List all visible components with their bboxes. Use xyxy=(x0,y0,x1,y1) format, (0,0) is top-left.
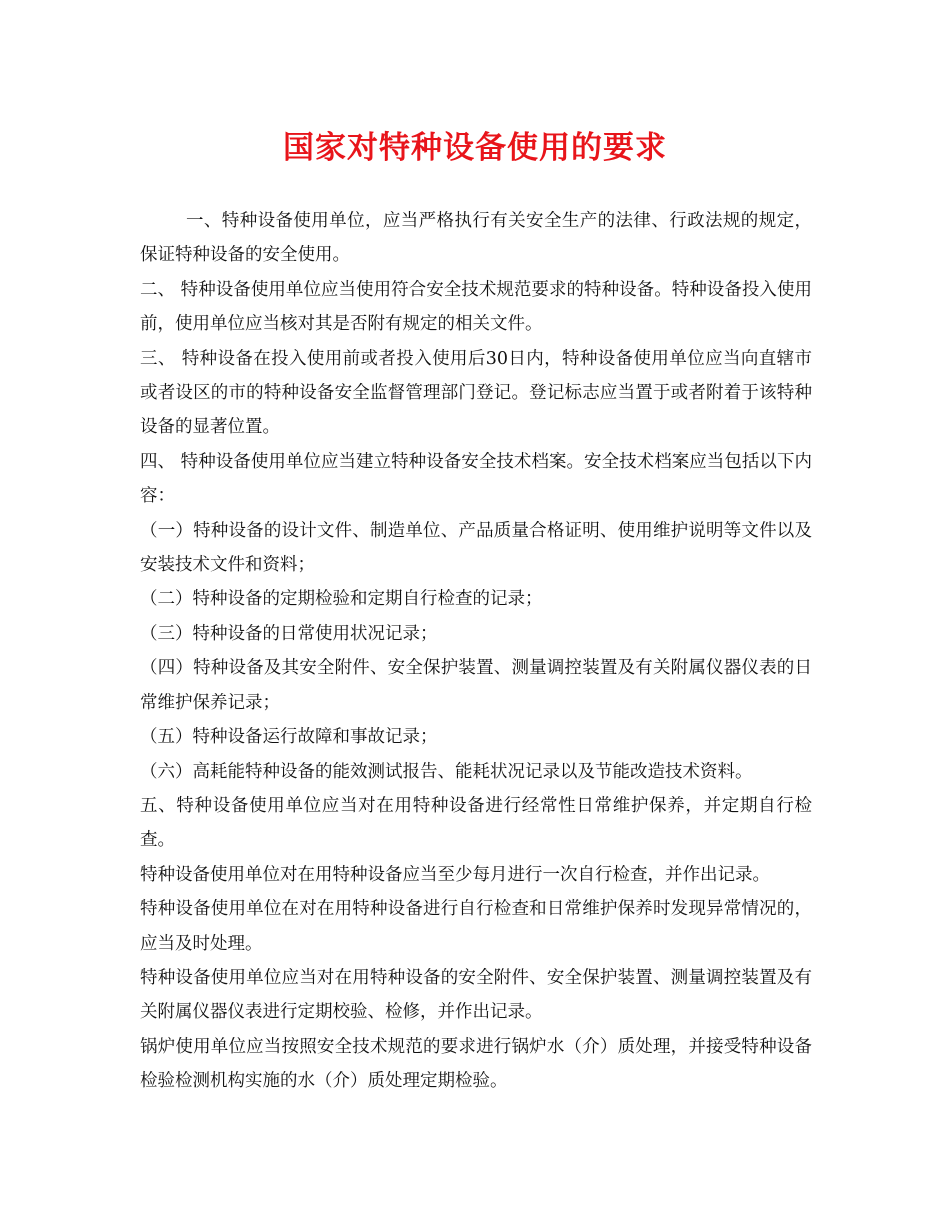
paragraph-6: 特种设备使用单位对在用特种设备应当至少每月进行一次自行检查，并作出记录。 xyxy=(140,864,770,885)
paragraph-4: 四、 特种设备使用单位应当建立特种设备安全技术档案。安全技术档案应当包括以下内容： xyxy=(140,451,812,507)
list-item-1: （一）特种设备的设计文件、制造单位、产品质量合格证明、使用维护说明等文件以及安装技术文件和资料； xyxy=(140,520,812,576)
paragraph-5: 五、特种设备使用单位应当对在用特种设备进行经常性日常维护保养，并定期自行检查。 xyxy=(140,795,812,851)
list-item-2: （二）特种设备的定期检验和定期自行检查的记录； xyxy=(140,589,543,610)
paragraph-2: 二、 特种设备使用单位应当使用符合安全技术规范要求的特种设备。特种设备投入使用前，使用单位应当核对其是否附有规定的相关文件。 xyxy=(140,279,812,335)
list-item-3: （三）特种设备的日常使用状况记录； xyxy=(140,623,438,644)
document-body xyxy=(140,204,812,1099)
paragraph-7: 特种设备使用单位在对在用特种设备进行自行检查和日常维护保养时发现异常情况的，应当及时处理。 xyxy=(140,899,812,954)
list-item-4: （四）特种设备及其安全附件、安全保护装置、测量调控装置及有关附属仪器仪表的日常维护保养记录； xyxy=(140,658,812,713)
paragraph-8: 特种设备使用单位应当对在用特种设备的安全附件、安全保护装置、测量调控装置及有关附属仪器仪表进行定期校验、检修，并作出记录。 xyxy=(140,967,812,1023)
list-item-6: （六）高耗能特种设备的能效测试报告、能耗状况记录以及节能改造技术资料。 xyxy=(140,761,753,782)
document-title: 国家对特种设备使用的要求 xyxy=(283,130,667,166)
list-item-5: （五）特种设备运行故障和事故记录； xyxy=(140,727,438,748)
paragraph-1: 一、特种设备使用单位，应当严格执行有关安全生产的法律、行政法规的规定，保证特种设备的安全使用。 xyxy=(140,211,812,266)
paragraph-9: 锅炉使用单位应当按照安全技术规范的要求进行锅炉水（介）质处理，并接受特种设备检验检测机构实施的水（介）质处理定期检验。 xyxy=(140,1036,812,1092)
paragraph-3: 三、 特种设备在投入使用前或者投入使用后30日内，特种设备使用单位应当向直辖市或者设区的市的特种设备安全监督管理部门登记。登记标志应当置于或者附着于该特种设备的显著位置。 xyxy=(140,348,812,438)
